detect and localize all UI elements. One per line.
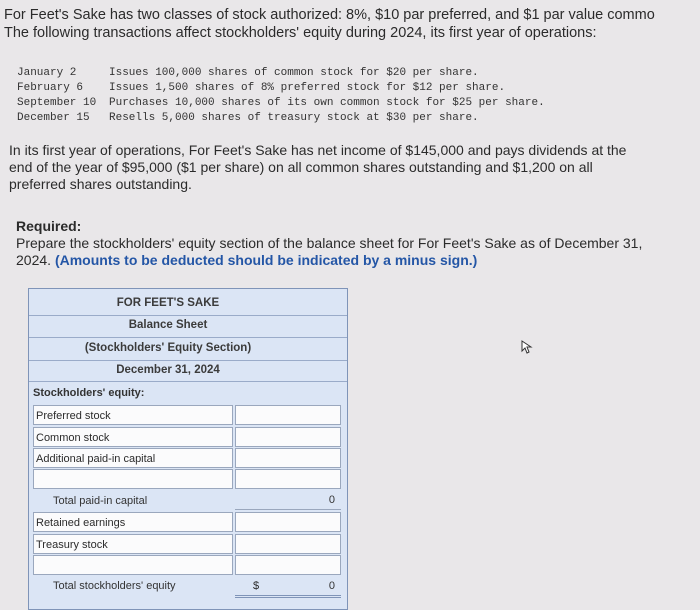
required-section	[16, 218, 700, 269]
divider	[29, 315, 347, 316]
retained-earnings-label[interactable]: Retained earnings	[33, 512, 233, 532]
company-name: FOR FEET'S SAKE	[116, 297, 220, 309]
preferred-stock-label[interactable]: Preferred stock	[33, 405, 233, 425]
required-line-2: 2024.	[16, 252, 52, 268]
balance-sheet-form	[28, 288, 348, 610]
treasury-stock-label[interactable]: Treasury stock	[33, 534, 233, 554]
blank-label-input[interactable]	[33, 555, 233, 575]
sheet-date: December 31, 2024	[116, 364, 220, 376]
intro-line-2: The following transactions affect stockholders' equity during 2024, its first year of operations:	[4, 25, 597, 41]
total-equity-value: 0	[328, 580, 335, 592]
transaction-date: September 10	[17, 97, 97, 109]
transaction-row	[17, 96, 545, 111]
problem-intro	[4, 6, 700, 42]
blank-amount-input[interactable]	[235, 469, 341, 489]
total-equity-label: Total stockholders' equity	[53, 580, 176, 592]
common-stock-label[interactable]: Common stock	[33, 427, 233, 447]
operations-paragraph	[9, 142, 699, 193]
apic-amount-input[interactable]	[235, 448, 341, 468]
transaction-date: February 6	[17, 82, 84, 94]
blank-label-input[interactable]	[33, 469, 233, 489]
transaction-row	[17, 111, 545, 126]
apic-label[interactable]: Additional paid-in capital	[33, 448, 233, 468]
section-label: Stockholders' equity:	[33, 387, 145, 399]
total-equity-field	[235, 576, 341, 598]
mouse-pointer-icon	[520, 340, 534, 354]
total-paid-in-value: 0	[328, 494, 335, 506]
paragraph-line: preferred shares outstanding.	[9, 176, 192, 192]
required-heading: Required:	[16, 218, 82, 234]
section-spacer	[235, 383, 341, 403]
transaction-date: December 15	[17, 112, 90, 124]
divider	[29, 381, 347, 382]
divider	[29, 337, 347, 338]
transaction-text: Issues 1,500 shares of 8% preferred stock for $12 per share.	[109, 82, 506, 94]
transaction-text: Purchases 10,000 shares of its own common stock for $25 per share.	[109, 97, 545, 109]
transaction-row	[17, 66, 545, 81]
retained-earnings-amount-input[interactable]	[235, 512, 341, 532]
minus-sign-note: (Amounts to be deducted should be indicated by a minus sign.)	[54, 252, 478, 268]
sheet-subtitle: (Stockholders' Equity Section)	[84, 342, 252, 354]
divider	[29, 360, 347, 361]
transactions-list	[17, 66, 545, 126]
transaction-date: January 2	[17, 67, 77, 79]
paragraph-line: end of the year of $95,000 ($1 per share) on all common shares outstanding and $1,200 on all	[9, 159, 593, 175]
paragraph-line: In its first year of operations, For Feet's Sake has net income of $145,000 and pays dividends at the	[9, 142, 627, 158]
blank-amount-input[interactable]	[235, 555, 341, 575]
transaction-text: Resells 5,000 shares of treasury stock at $30 per share.	[109, 112, 479, 124]
transaction-text: Issues 100,000 shares of common stock for $20 per share.	[109, 67, 479, 79]
transaction-row	[17, 81, 545, 96]
treasury-stock-amount-input[interactable]	[235, 534, 341, 554]
preferred-stock-amount-input[interactable]	[235, 405, 341, 425]
intro-line-1: For Feet's Sake has two classes of stock authorized: 8%, $10 par preferred, and $1 par value commo	[4, 7, 655, 23]
common-stock-amount-input[interactable]	[235, 427, 341, 447]
required-line-1: Prepare the stockholders' equity section of the balance sheet for For Feet's Sake as of December 31,	[16, 235, 643, 251]
currency-symbol: $	[253, 580, 260, 592]
total-paid-in-label: Total paid-in capital	[53, 495, 148, 507]
total-paid-in-field	[235, 490, 341, 510]
sheet-title: Balance Sheet	[128, 319, 208, 331]
